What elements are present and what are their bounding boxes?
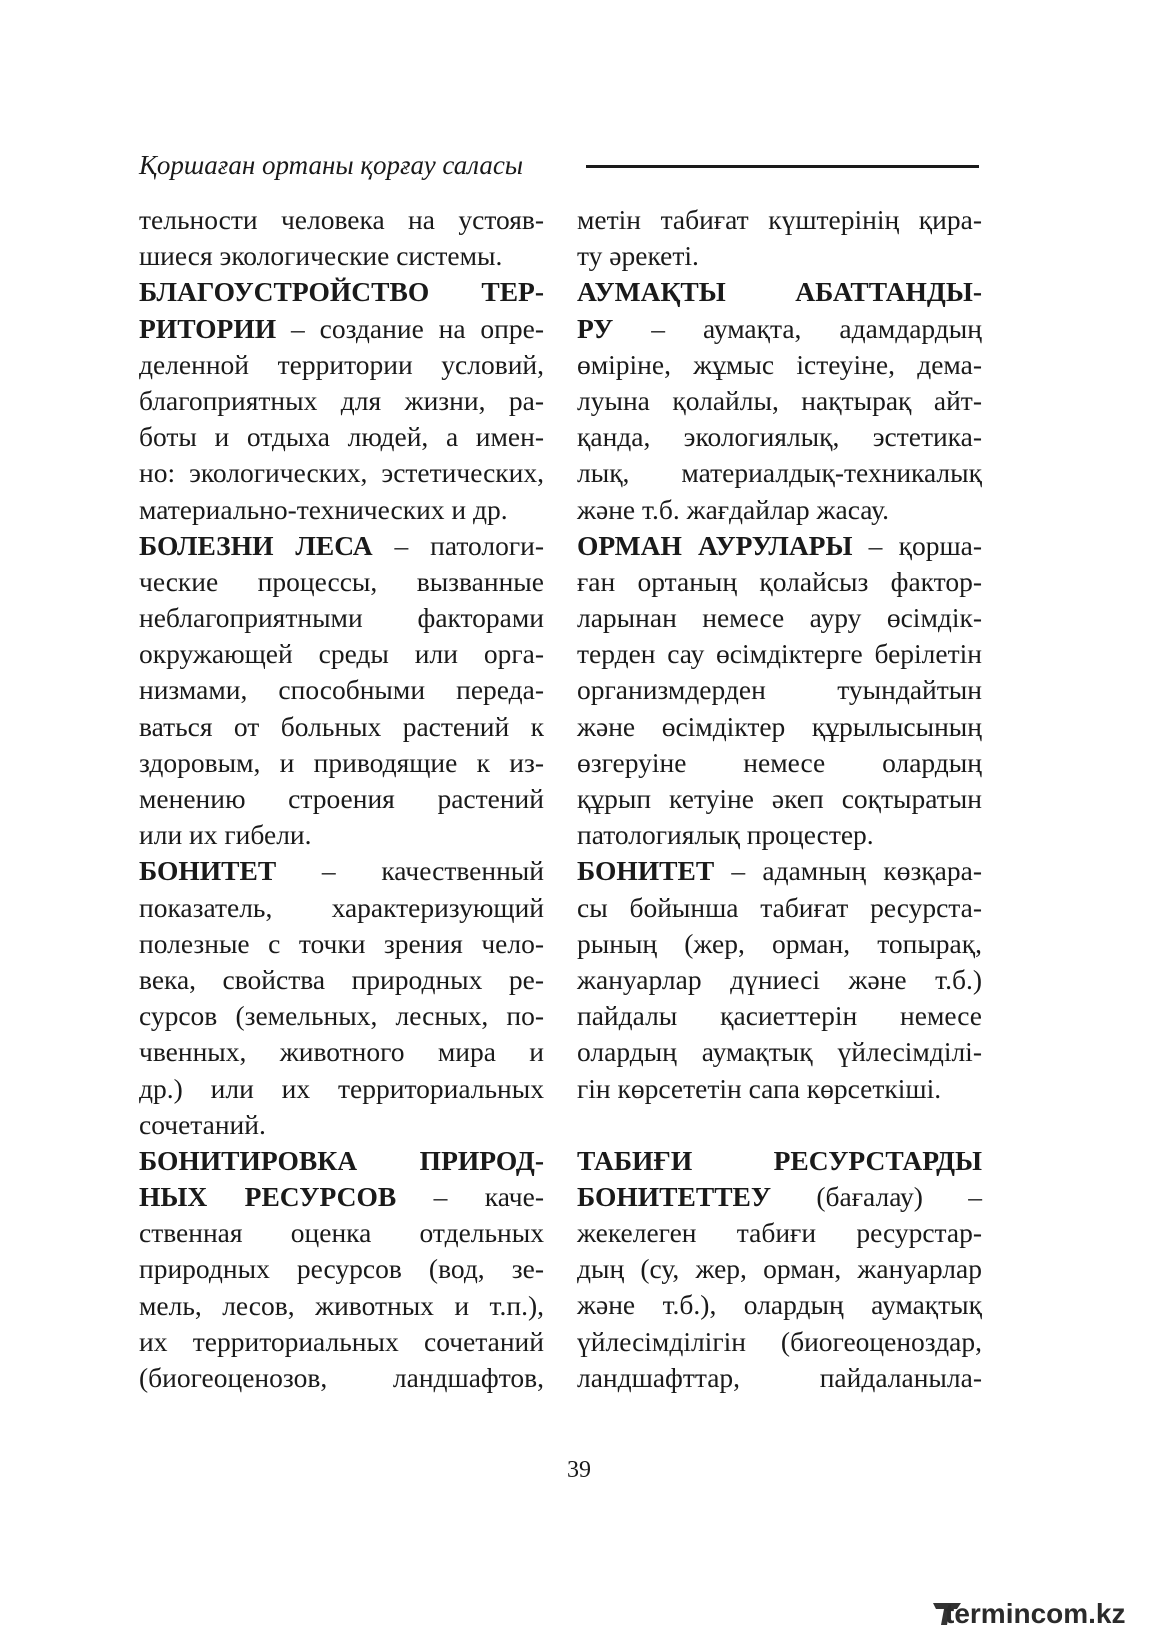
definition-text: ған ортаның қолайсыз фактор- <box>577 565 982 597</box>
left-text-line <box>139 455 544 491</box>
glossary-term: БОЛЕЗНИ ЛЕСА <box>139 529 373 561</box>
left-text-line <box>139 709 544 745</box>
definition-text: др.) или их территориальных <box>139 1072 544 1104</box>
definition-text: – создание на опре- <box>276 312 544 344</box>
definition-text: олардың аумақтық үйлесімділі- <box>577 1036 982 1068</box>
glossary-term: БОНИТЕТ <box>577 855 715 887</box>
glossary-term: БЛАГОУСТРОЙСТВО ТЕР- <box>139 276 544 308</box>
definition-text: боты и отдыха людей, а имен- <box>139 421 544 453</box>
definition-text: ландшафттар, пайдаланыла- <box>577 1361 982 1393</box>
definition-text: – качественный <box>276 855 544 887</box>
definition-text: сурсов (земельных, лесных, по- <box>139 1000 544 1032</box>
right-text-line <box>577 1251 982 1287</box>
left-text-line <box>139 926 544 962</box>
right-text-line <box>577 745 982 781</box>
definition-text: сы бойынша табиғат ресурста- <box>577 891 982 923</box>
left-text-column <box>139 202 544 1396</box>
left-text-line <box>139 238 544 274</box>
definition-text: благоприятных для жизни, ра- <box>139 384 544 416</box>
left-text-line <box>139 528 544 564</box>
definition-text: үйлесімділігін (биогеоценоздар, <box>577 1325 982 1357</box>
definition-text: гін көрсететін сапа көрсеткіші. <box>577 1072 942 1104</box>
definition-text: ственная оценка отдельных <box>139 1217 544 1249</box>
left-text-line <box>139 1179 544 1215</box>
left-text-line <box>139 383 544 419</box>
definition-text: және т.б.), олардың аумақтық <box>577 1289 982 1321</box>
right-text-line <box>577 1034 982 1070</box>
definition-text: патологиялық процестер. <box>577 819 874 851</box>
definition-text: материально-технических и др. <box>139 493 508 525</box>
right-text-line <box>577 419 982 455</box>
right-text-line <box>577 564 982 600</box>
definition-text: өміріне, жұмыс істеуіне, дема- <box>577 348 982 380</box>
left-text-line <box>139 1215 544 1251</box>
definition-text: века, свойства природных ре- <box>139 963 544 995</box>
definition-text: мель, лесов, животных и т.п.), <box>139 1289 544 1321</box>
right-text-line <box>577 311 982 347</box>
left-text-line <box>139 817 544 853</box>
glossary-term: ОРМАН АУРУЛАРЫ <box>577 529 853 561</box>
left-text-line <box>139 853 544 889</box>
definition-text: природных ресурсов (вод, зе- <box>139 1253 544 1285</box>
definition-text: или их гибели. <box>139 819 312 851</box>
definition-text: қанда, экологиялық, эстетика- <box>577 421 982 453</box>
right-text-line <box>577 274 982 310</box>
definition-text: – патологи- <box>372 529 544 561</box>
right-text-line <box>577 709 982 745</box>
right-text-line <box>577 672 982 708</box>
definition-text: (биогеоценозов, ландшафтов, <box>139 1362 544 1393</box>
definition-text: шиеся экологические системы. <box>139 240 503 272</box>
right-text-line <box>577 1071 982 1107</box>
left-text-line <box>139 1324 544 1360</box>
left-text-line <box>139 1143 544 1179</box>
definition-text: құрып кетуіне әкеп соқтыратын <box>577 783 982 814</box>
right-text-line <box>577 962 982 998</box>
glossary-term: БОНИТЕТТЕУ <box>577 1180 772 1212</box>
right-text-line <box>577 781 982 817</box>
definition-text: деленной территории условий, <box>139 348 544 380</box>
right-text-line <box>577 1287 982 1323</box>
left-text-line <box>139 564 544 600</box>
definition-text: ту әрекеті. <box>577 240 699 272</box>
definition-text: их территориальных сочетаний <box>139 1325 544 1357</box>
left-text-line <box>139 274 544 310</box>
left-text-line <box>139 1071 544 1107</box>
definition-text: организмдерден туындайтын <box>577 674 982 706</box>
running-title: Қоршаған ортаны қорғау саласы <box>139 150 524 180</box>
right-text-line <box>577 455 982 491</box>
right-text-line <box>577 1324 982 1360</box>
right-text-line <box>577 926 982 962</box>
paragraph-gap <box>577 1107 982 1143</box>
right-text-line <box>577 998 982 1034</box>
left-text-line <box>139 419 544 455</box>
definition-text: менению строения растений <box>139 783 544 814</box>
right-text-line <box>577 1215 982 1251</box>
definition-text: метін табиғат күштерінің қира- <box>577 204 982 235</box>
right-text-line <box>577 492 982 528</box>
definition-text: лық, материалдық-техникалық <box>577 457 982 489</box>
definition-text: ларынан немесе ауру өсімдік- <box>577 602 982 634</box>
definition-text: жекелеген табиғи ресурстар- <box>577 1217 982 1249</box>
definition-text: показатель, характеризующий <box>139 891 544 923</box>
glossary-term: РИТОРИИ <box>139 312 277 344</box>
right-text-line <box>577 528 982 564</box>
left-text-line <box>139 998 544 1034</box>
definition-text: – аумақта, адамдардың <box>613 312 982 344</box>
definition-text: сочетаний. <box>139 1108 266 1140</box>
left-text-line <box>139 672 544 708</box>
definition-text: өзгеруіне немесе олардың <box>577 746 982 778</box>
definition-text: (бағалау) – <box>771 1180 982 1212</box>
right-text-line <box>577 347 982 383</box>
right-text-line <box>577 202 982 238</box>
definition-text: низмами, способными переда- <box>139 674 544 706</box>
right-text-line <box>577 636 982 672</box>
definition-text: рының (жер, орман, топырақ, <box>577 927 982 959</box>
left-text-line <box>139 745 544 781</box>
right-text-line <box>577 600 982 636</box>
definition-text: және т.б. жағдайлар жасау. <box>577 493 889 525</box>
definition-text: неблагоприятными факторами <box>139 602 544 634</box>
left-text-line <box>139 1251 544 1287</box>
left-text-line <box>139 1107 544 1143</box>
header-rule <box>586 165 979 168</box>
definition-text: луына қолайлы, нақтырақ айт- <box>577 384 982 416</box>
definition-text: здоровым, и приводящие к из- <box>139 746 544 778</box>
right-text-line <box>577 1360 982 1396</box>
right-text-line <box>577 1143 982 1179</box>
right-text-line <box>577 238 982 274</box>
left-text-line <box>139 600 544 636</box>
left-text-line <box>139 636 544 672</box>
left-text-line <box>139 1360 544 1396</box>
left-text-line <box>139 492 544 528</box>
definition-text: терден сау өсімдіктерге берілетін <box>577 638 982 670</box>
left-text-line <box>139 781 544 817</box>
glossary-term: НЫХ РЕСУРСОВ <box>139 1181 397 1213</box>
definition-text: және өсімдіктер құрылысының <box>577 710 982 742</box>
definition-text: полезные с точки зрения чело- <box>139 927 544 959</box>
definition-text: но: экологических, эстетических, <box>139 457 544 489</box>
definition-text: ческие процессы, вызванные <box>139 565 544 597</box>
watermark-logo <box>945 1597 1150 1631</box>
definition-text: дың (су, жер, орман, жануарлар <box>577 1253 982 1285</box>
left-text-line <box>139 1034 544 1070</box>
left-text-line <box>139 347 544 383</box>
left-text-line <box>139 962 544 998</box>
definition-text: ваться от больных растений к <box>139 710 544 742</box>
glossary-term: БОНИТИРОВКА ПРИРОД- <box>139 1144 544 1176</box>
definition-text: чвенных, животного мира и <box>139 1036 544 1068</box>
left-text-line <box>139 311 544 347</box>
glossary-term: АУМАҚТЫ АБАТТАНДЫ- <box>577 276 982 308</box>
right-text-column <box>577 202 982 1396</box>
right-text-line <box>577 853 982 889</box>
left-text-line <box>139 202 544 238</box>
definition-text: жануарлар дүниесі және т.б.) <box>577 963 982 995</box>
right-text-line <box>577 1179 982 1215</box>
definition-text: окружающей среды или орга- <box>139 638 544 670</box>
running-header <box>139 145 979 185</box>
right-text-line <box>577 817 982 853</box>
definition-text: тельности человека на устояв- <box>139 204 544 235</box>
left-text-line <box>139 890 544 926</box>
glossary-term: БОНИТЕТ <box>139 855 277 887</box>
page-number: 39 <box>567 1457 591 1483</box>
definition-text: – қорша- <box>852 529 982 561</box>
definition-text: пайдалы қасиеттерін немесе <box>577 1000 982 1032</box>
right-text-line <box>577 890 982 926</box>
left-text-line <box>139 1288 544 1324</box>
definition-text: – адамның көзқара- <box>714 855 982 887</box>
glossary-term: ТАБИҒИ РЕСУРСТАРДЫ <box>577 1144 982 1176</box>
right-text-line <box>577 383 982 419</box>
glossary-term: РУ <box>577 312 614 344</box>
watermark-text: termincom.kz <box>945 1598 1126 1629</box>
definition-text: – каче- <box>396 1181 544 1213</box>
